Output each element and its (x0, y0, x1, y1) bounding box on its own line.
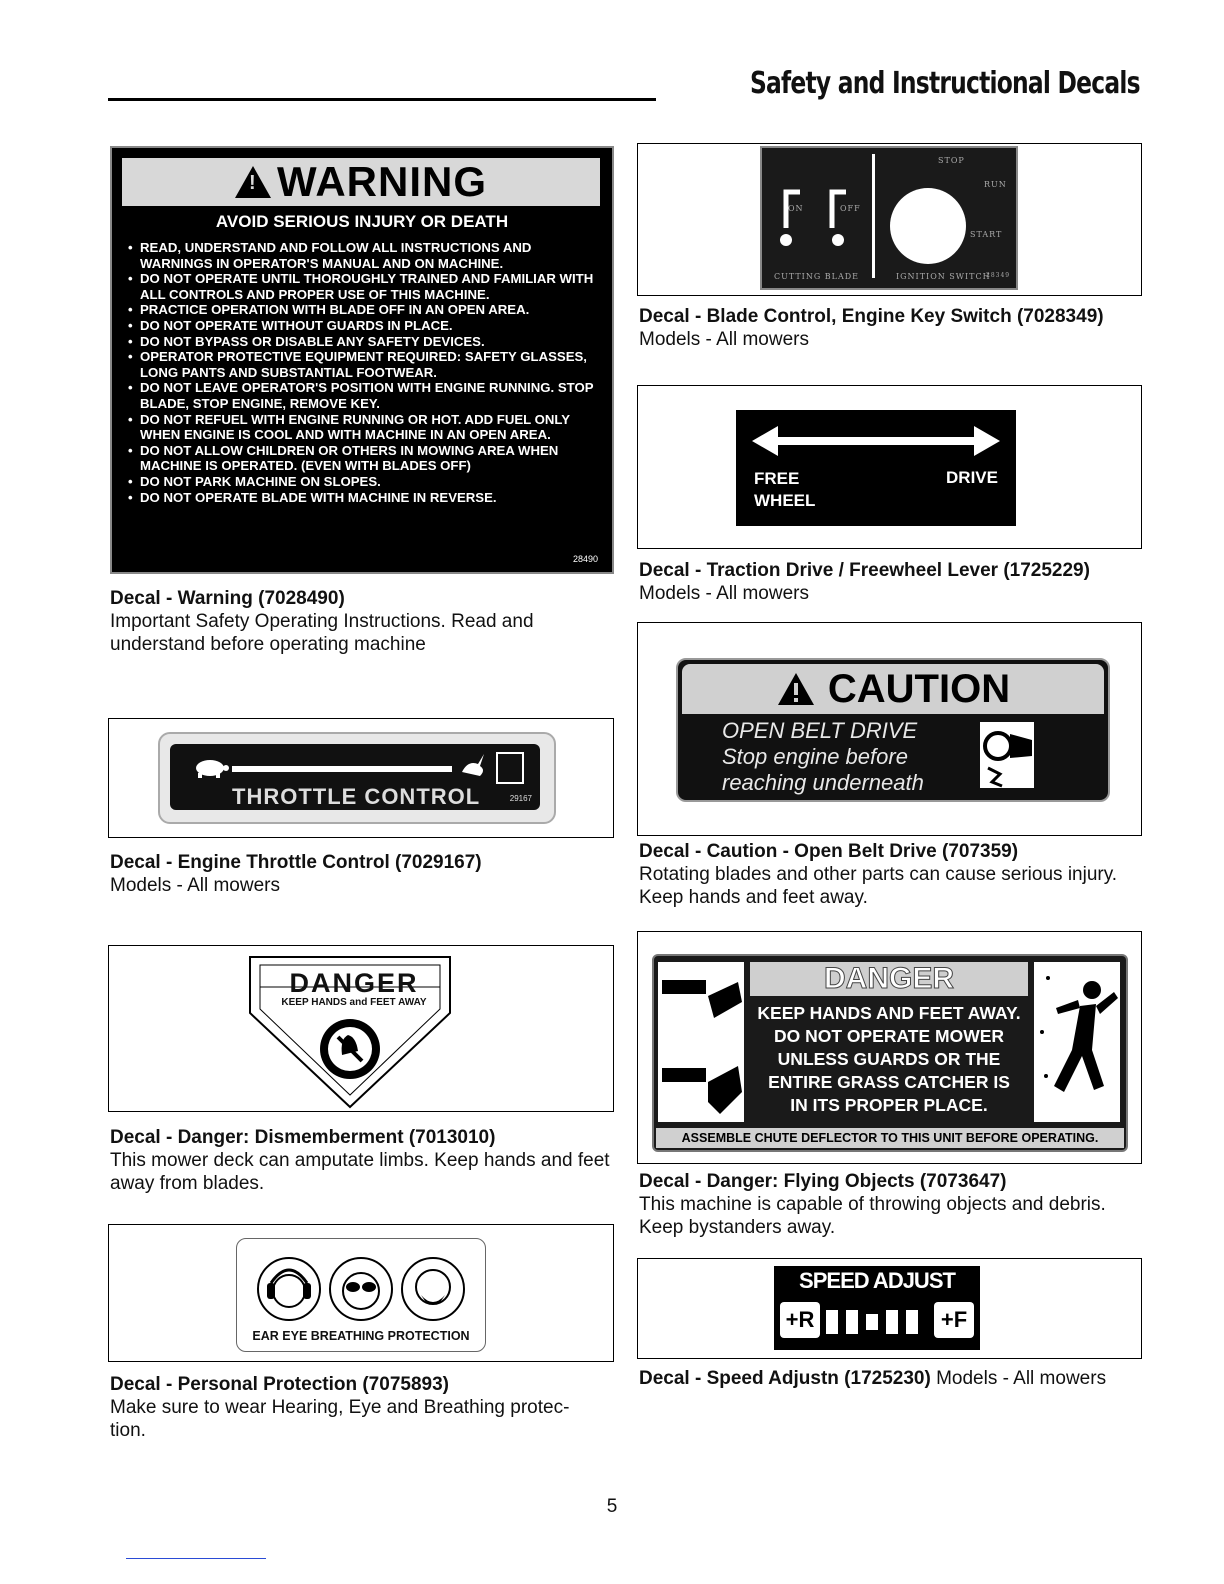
header-rule (108, 98, 656, 101)
flying-objects-line: DO NOT OPERATE MOWER (773, 1026, 1005, 1046)
throttle-code: 29167 (509, 794, 532, 803)
speed-adjust-heading: SPEED ADJUST (799, 1268, 955, 1293)
caution-caption (639, 840, 1149, 909)
speed-adjust-decal (774, 1266, 980, 1350)
caption-description: Models - All mowers (936, 1368, 1107, 1389)
reverse-label: +R (780, 1302, 820, 1338)
warning-subheading: AVOID SERIOUS INJURY OR DEATH (215, 212, 509, 231)
flying-objects-line: KEEP HANDS AND FEET AWAY. (757, 1003, 1021, 1023)
turtle-icon (190, 758, 230, 780)
caption-description: Make sure to wear Hearing, Eye and Breathing protec- tion. (110, 1397, 570, 1441)
list-item: • DO NOT OPERATE UNTIL THOROUGHLY TRAINED AND FAMILIAR WITH ALL CONTROLS AND PROPER USE OF THIS MACHINE. (126, 271, 600, 302)
caption-title: Decal - Danger: Flying Objects (7073647) (639, 1171, 1007, 1192)
caution-heading: CAUTION (827, 666, 1011, 711)
caption-description: Rotating blades and other parts can cause serious injury. Keep hands and feet away. (639, 864, 1118, 908)
caption-title: Decal - Caution - Open Belt Drive (707359) (639, 841, 1019, 862)
speed-adjust-caption (639, 1367, 1159, 1390)
ignition-start-label: START (970, 230, 1003, 239)
freewheel-label-line2: WHEEL (754, 491, 816, 510)
caption-title: Decal - Blade Control, Engine Key Switch (7028349) (639, 306, 1104, 327)
ignition-run-label: RUN (984, 180, 1007, 189)
dismemberment-caption (110, 1126, 610, 1195)
list-item: • DO NOT OPERATE WITHOUT GUARDS IN PLACE. (126, 318, 600, 334)
caution-line-1: OPEN BELT DRIVE (722, 718, 918, 743)
ignition-switch-label: IGNITION SWITCH (896, 272, 991, 281)
forward-label: +F (934, 1302, 974, 1338)
flying-objects-footer: ASSEMBLE CHUTE DEFLECTOR TO THIS UNIT BEFORE OPERATING. (656, 1128, 1124, 1148)
caption-description: Models - All mowers (639, 329, 809, 350)
protection-decal (236, 1238, 486, 1352)
list-item: • OPERATOR PROTECTIVE EQUIPMENT REQUIRED: SAFETY GLASSES, LONG PANTS AND SUBSTANTIAL FOOTWEAR. (126, 349, 600, 380)
caption-title: Decal - Traction Drive / Freewheel Lever (1725229) (639, 560, 1090, 581)
freewheel-decal (736, 410, 1016, 526)
choke-icon (496, 752, 524, 784)
hand-injury-icon (658, 962, 744, 1122)
flying-objects-decal (652, 954, 1128, 1152)
list-item: • DO NOT BYPASS OR DISABLE ANY SAFETY DEVICES. (126, 334, 600, 350)
freewheel-label-line1: FREE (754, 469, 800, 488)
caution-line-2: Stop engine before (722, 744, 908, 769)
hand-hazard-panel (658, 962, 744, 1122)
blade-control-caption (639, 305, 1139, 351)
caption-title: Decal - Speed Adjustn (1725230) (639, 1368, 937, 1389)
drive-label: DRIVE (946, 468, 998, 487)
warning-header (122, 158, 600, 206)
warning-list (126, 240, 600, 505)
throttle-caption (110, 851, 610, 897)
warning-caption (110, 587, 610, 656)
breathing-protection-icon (402, 1258, 464, 1320)
protection-caption (110, 1373, 610, 1442)
freewheel-caption (639, 559, 1139, 605)
eye-protection-icon (330, 1258, 392, 1320)
caption-description: Important Safety Operating Instructions. Read and understand before operating machine (110, 611, 534, 655)
caption-description: This machine is capable of throwing objects and debris. Keep bystanders away. (639, 1194, 1106, 1238)
speed-bars-icon (824, 1306, 932, 1336)
page-number: 5 (606, 1496, 618, 1517)
caution-decal (676, 658, 1110, 802)
list-item: • READ, UNDERSTAND AND FOLLOW ALL INSTRUCTIONS AND WARNINGS IN OPERATOR'S MANUAL AND ON MACHINE. (126, 240, 600, 271)
person-hazard-panel (1034, 962, 1120, 1122)
flying-objects-caption (639, 1170, 1139, 1239)
footer-link-line (126, 1558, 266, 1559)
dismemberment-heading: DANGER (289, 968, 419, 998)
list-item: • DO NOT OPERATE BLADE WITH MACHINE IN REVERSE. (126, 490, 600, 506)
caption-title: Decal - Danger: Dismemberment (7013010) (110, 1127, 496, 1148)
flying-objects-heading: DANGER (823, 962, 954, 995)
caption-title: Decal - Warning (7028490) (110, 588, 345, 609)
warning-decal (110, 146, 614, 574)
ear-protection-icon (258, 1258, 320, 1320)
caution-triangle-icon (776, 671, 816, 707)
list-item: • DO NOT LEAVE OPERATOR'S POSITION WITH ENGINE RUNNING. STOP BLADE, STOP ENGINE, REMOVE KEY. (126, 380, 600, 411)
dismemberment-subheading: KEEP HANDS and FEET AWAY (281, 997, 427, 1008)
double-arrow-icon (752, 424, 1000, 458)
caption-title: Decal - Engine Throttle Control (7029167) (110, 852, 482, 873)
ignition-dial-icon (890, 188, 966, 264)
list-item: • DO NOT REFUEL WITH ENGINE RUNNING OR HOT. ADD FUEL ONLY WHEN ENGINE IS COOL AND WITH MACHINE IN AN OPEN AREA. (126, 412, 600, 443)
caption-title: Decal - Personal Protection (7075893) (110, 1374, 449, 1395)
warning-heading: WARNING (277, 158, 487, 205)
throttle-label: THROTTLE CONTROL (232, 784, 481, 809)
blade-control-decal (760, 146, 1018, 290)
blade-off-label: OFF (840, 204, 861, 213)
throttle-decal (158, 732, 556, 824)
caution-line-3: reaching underneath (722, 770, 924, 795)
list-item: • PRACTICE OPERATION WITH BLADE OFF IN AN OPEN AREA. (126, 302, 600, 318)
blade-on-label: ON (788, 204, 804, 213)
flying-objects-line: ENTIRE GRASS CATCHER IS (768, 1072, 1010, 1092)
warning-code: 28490 (572, 554, 598, 564)
person-hit-icon (1034, 962, 1120, 1122)
rabbit-icon (458, 752, 488, 780)
flying-objects-line: UNLESS GUARDS OR THE (777, 1049, 1001, 1069)
belt-drive-hazard-icon (980, 722, 1034, 788)
warning-triangle-icon: ! (235, 166, 271, 198)
cutting-blade-label: CUTTING BLADE (774, 272, 859, 281)
list-item: • DO NOT PARK MACHINE ON SLOPES. (126, 474, 600, 490)
flying-objects-line: IN ITS PROPER PLACE. (790, 1095, 988, 1115)
blade-lever-icon (772, 178, 868, 248)
list-item: • DO NOT ALLOW CHILDREN OR OTHERS IN MOWING AREA WHEN MACHINE IS OPERATED. (EVEN WITH BLADES OFF) (126, 443, 600, 474)
caption-description: Models - All mowers (639, 583, 809, 604)
caption-description: This mower deck can amputate limbs. Keep hands and feet away from blades. (110, 1150, 610, 1194)
blade-code: 28349 (986, 272, 1011, 279)
ignition-stop-label: STOP (938, 156, 965, 165)
protection-label: EAR EYE BREATHING PROTECTION (252, 1329, 470, 1343)
page-title: Safety and Instructional Decals (750, 66, 1140, 101)
caption-description: Models - All mowers (110, 875, 280, 896)
